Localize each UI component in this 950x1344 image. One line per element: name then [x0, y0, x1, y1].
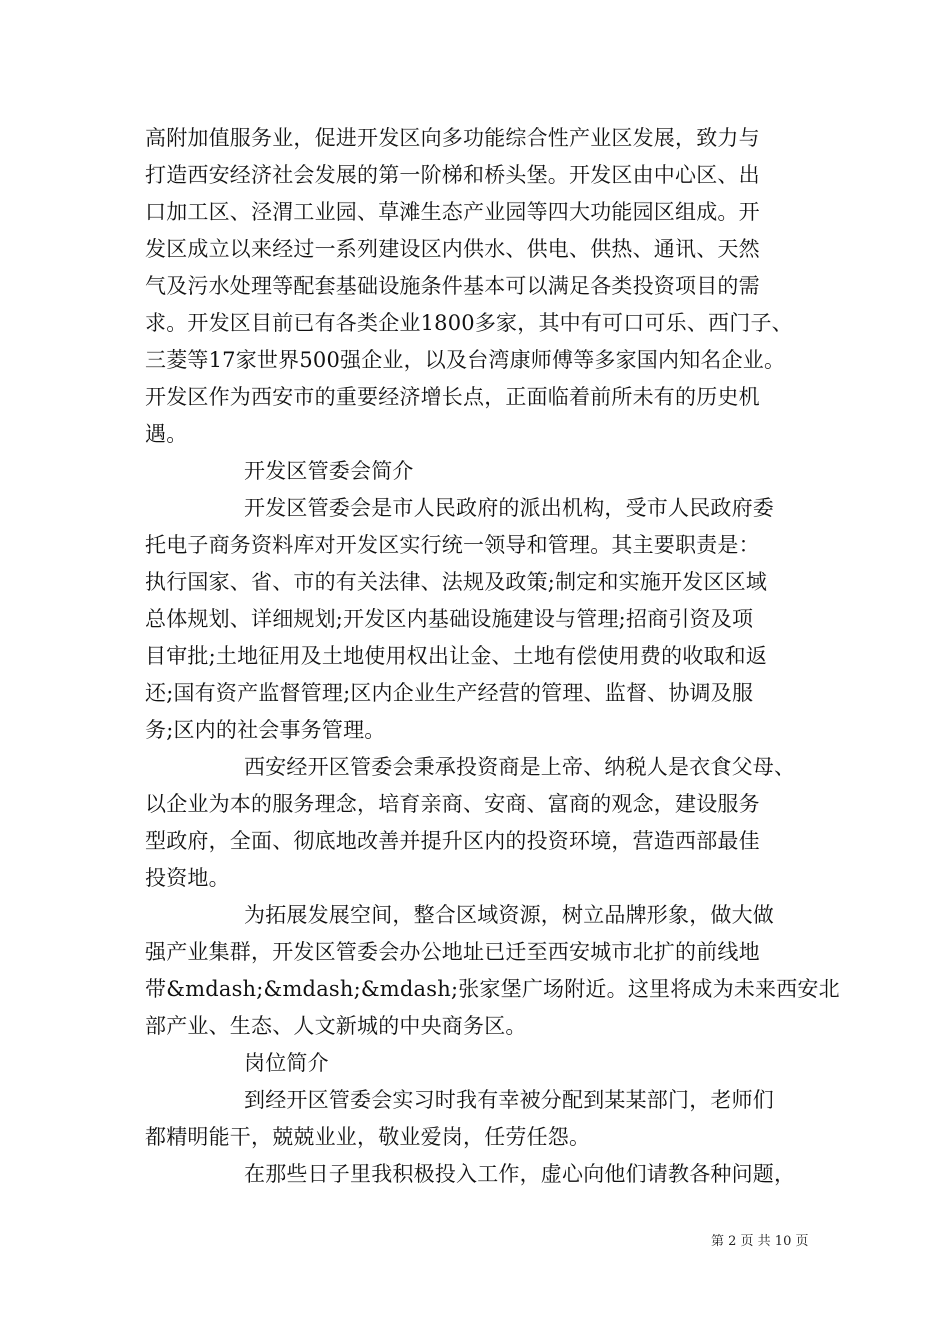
body-text-line: 开发区管委会是市人民政府的派出机构，受市人民政府委	[244, 496, 774, 520]
body-text-line: 总体规划、详细规划;开发区内基础设施建设与管理;招商引资及项	[145, 607, 754, 631]
body-text-line: 务;区内的社会事务管理。	[145, 718, 386, 742]
body-text-line: 求。开发区目前已有各类企业1800多家，其中有可口可乐、西门子、	[145, 311, 793, 335]
body-text-line: 气及污水处理等配套基础设施条件基本可以满足各类投资项目的需	[145, 274, 760, 298]
body-text-line: 型政府，全面、彻底地改善并提升区内的投资环境，营造西部最佳	[145, 829, 760, 853]
body-text-line: 带&mdash;&mdash;&mdash;张家堡广场附近。这里将成为未来西安北	[145, 977, 840, 1001]
body-text-line: 都精明能干，兢兢业业，敬业爱岗，任劳任怨。	[145, 1125, 591, 1149]
body-text-line: 投资地。	[145, 866, 230, 890]
body-text-line: 为拓展发展空间，整合区域资源，树立品牌形象，做大做	[244, 903, 774, 927]
body-text-line: 还;国有资产监督管理;区内企业生产经营的管理、监督、协调及服	[145, 681, 754, 705]
body-text-line: 以企业为本的服务理念，培育亲商、安商、富商的观念，建设服务	[145, 792, 760, 816]
section-heading: 开发区管委会简介	[244, 459, 414, 483]
body-text-line: 目审批;土地征用及土地使用权出让金、土地有偿使用费的收取和返	[145, 644, 768, 668]
body-text-line: 高附加值服务业，促进开发区向多功能综合性产业区发展，致力与	[145, 126, 760, 150]
section-heading: 岗位简介	[244, 1051, 329, 1075]
body-text-line: 强产业集群，开发区管委会办公地址已迁至西安城市北扩的前线地	[145, 940, 760, 964]
body-text-line: 发区成立以来经过一系列建设区内供水、供电、供热、通讯、天然	[145, 237, 760, 261]
page-number: 第 2 页 共 10 页	[711, 1234, 809, 1249]
body-text-line: 西安经开区管委会秉承投资商是上帝、纳税人是衣食父母、	[244, 755, 796, 779]
body-text-line: 执行国家、省、市的有关法律、法规及政策;制定和实施开发区区域	[145, 570, 768, 594]
body-text-line: 开发区作为西安市的重要经济增长点，正面临着前所未有的历史机	[145, 385, 760, 409]
body-text-line: 口加工区、泾渭工业园、草滩生态产业园等四大功能园区组成。开	[145, 200, 760, 224]
body-text-line: 部产业、生态、人文新城的中央商务区。	[145, 1014, 527, 1038]
body-text-line: 遇。	[145, 422, 188, 446]
body-text-line: 在那些日子里我积极投入工作，虚心向他们请教各种问题，	[244, 1162, 796, 1186]
body-text-line: 到经开区管委会实习时我有幸被分配到某某部门，老师们	[244, 1088, 774, 1112]
body-text-line: 托电子商务资料库对开发区实行统一领导和管理。其主要职责是：	[145, 533, 760, 557]
body-text-line: 三菱等17家世界500强企业，以及台湾康师傅等多家国内知名企业。	[145, 348, 786, 372]
body-text-line: 打造西安经济社会发展的第一阶梯和桥头堡。开发区由中心区、出	[145, 163, 760, 187]
